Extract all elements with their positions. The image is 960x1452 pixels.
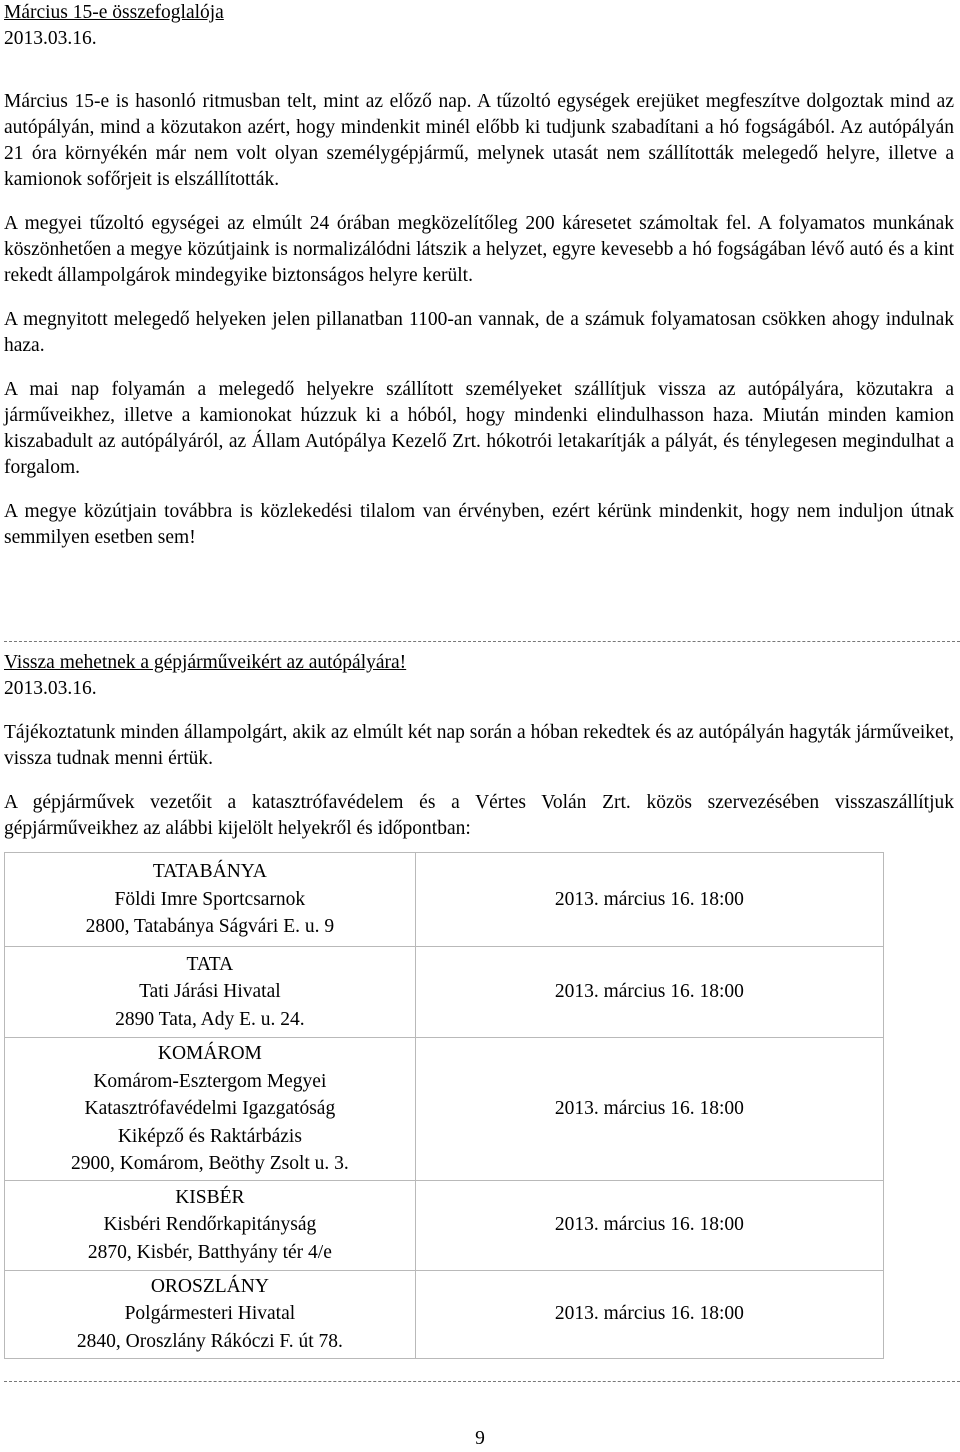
departure-time: 2013. március 16. 18:00 [415,1270,883,1358]
article-title-link[interactable]: Vissza mehetnek a gépjárműveikért az autópályára! [4,652,407,673]
departure-time: 2013. március 16. 18:00 [415,947,883,1038]
location-cell [5,947,416,1038]
page-number: 9 [475,1428,485,1449]
location-city: KISBÉR [175,1186,245,1208]
location-cell [5,1038,416,1181]
article-date: 2013.03.16. [4,678,97,699]
location-name: Tati Járási Hivatal [139,981,281,1003]
paragraph: A megye közútjain továbbra is közlekedési tilalom van érvényben, ezért kérünk mindenkit, hogy nem induljon útnak semmilyen esetben sem! [4,501,954,548]
location-city: TATA [186,953,234,975]
location-name: Komárom-Esztergom Megyei [93,1070,327,1092]
table-row [5,853,884,947]
table-row [5,1180,884,1270]
departure-time: 2013. március 16. 18:00 [415,853,883,947]
location-address: 2890 Tata, Ady E. u. 24. [115,1008,305,1030]
location-cell [5,1270,416,1358]
location-name: Földi Imre Sportcsarnok [114,888,306,910]
article-title-link[interactable]: Március 15-e összefoglalója [4,2,224,23]
location-address: 2900, Komárom, Beöthy Zsolt u. 3. [70,1153,349,1174]
table-row [5,1038,884,1181]
pickup-locations-table [4,852,884,1359]
table-row [5,1270,884,1358]
location-cell [5,853,416,947]
paragraph: A megnyitott melegedő helyeken jelen pillanatban 1100-an vannak, de a számuk folyamatosan csökken ahogy indulnak haza. [4,309,954,356]
location-address: 2840, Oroszlány Rákóczi F. út 78. [76,1330,343,1352]
paragraph: Tájékoztatunk minden állampolgárt, akik az elmúlt két nap során a hóban rekedtek és az autópályán hagyták járműveiket, vissza tudnak menni értük. [4,722,954,769]
table-row [5,947,884,1038]
location-city: OROSZLÁNY [150,1275,269,1297]
location-name: Polgármesteri Hivatal [124,1303,296,1325]
departure-time: 2013. március 16. 18:00 [415,1180,883,1270]
article-date: 2013.03.16. [4,28,97,49]
location-city: KOMÁROM [157,1043,262,1064]
section-vehicle-return [4,650,954,842]
location-address: 2800, Tatabánya Ságvári E. u. 9 [85,916,335,938]
paragraph: A megyei tűzoltó egységei az elmúlt 24 órában megközelítőleg 200 káresetet számoltak fel. A folyamatos munkának köszönhetően a megye közútjaink is normalizálódni látszik a helyzet, egyre kevesebb a hó fogságában lévő autó és a kint rekedt állampolgárok mindegyike biztonságos helyre került. [4,213,954,286]
dashed-divider [4,1381,960,1382]
section-summary [4,0,954,551]
location-name: Kisbéri Rendőrkapitányság [103,1214,317,1236]
departure-time: 2013. március 16. 18:00 [415,1038,883,1181]
dashed-divider [4,641,960,642]
paragraph: Március 15-e is hasonló ritmusban telt, mint az előző nap. A tűzoltó egységek erejüket megfeszítve dolgoztak mind az autópályán, mind a közutakon azért, hogy mindenkit minél előbb ki tudjunk szabadítani a hó fogságából. Az autópályán 21 óra környékén már nem volt olyan személygépjármű, melynek utasát nem szállították melegedő helyre, illetve a kamionok sofőrjeit is elszállították. [4,91,954,190]
location-name: Kiképző és Raktárbázis [117,1125,302,1147]
location-cell [5,1180,416,1270]
location-name: Katasztrófavédelmi Igazgatóság [84,1098,336,1119]
paragraph: A gépjárművek vezetőit a katasztrófavédelem és a Vértes Volán Zrt. közös szervezésében visszaszállítjuk gépjárműveikhez az alábbi kijelölt helyekről és időpontban: [4,792,954,839]
location-city: TATABÁNYA [152,861,267,883]
location-address: 2870, Kisbér, Batthyány tér 4/e [87,1241,332,1263]
paragraph: A mai nap folyamán a melegedő helyekre szállított személyeket szállítjuk vissza az autópályára, közutakra a járműveikhez, illetve a kamionokat húzzuk ki a hóból, hogy mindenki elindulhasson haza. Miután minden kamion kiszabadult az autópályáról, az Állam Autópálya Kezelő Zrt. hókotrói letakarítják a pályát, és ténylegesen megindulhat a forgalom. [4,379,954,478]
